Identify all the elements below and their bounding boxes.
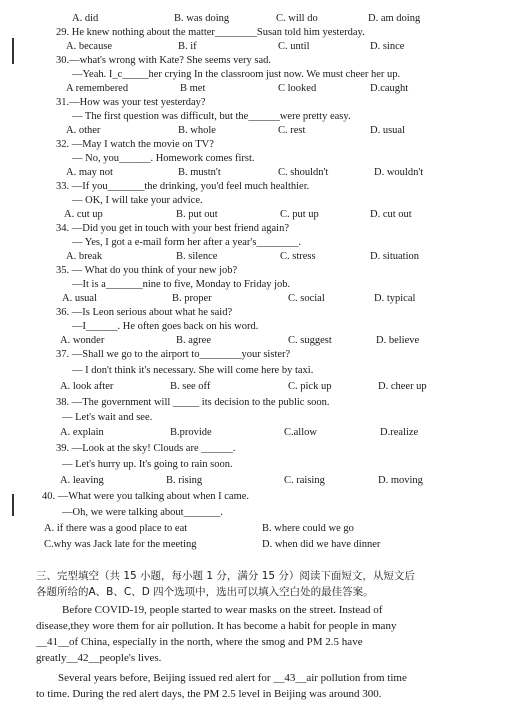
option-d: D. situation (370, 251, 419, 262)
option-d: D. believe (376, 335, 420, 346)
option-c: C. stress (280, 251, 316, 262)
option-a: A remembered (66, 83, 129, 94)
option-b: B met (180, 83, 206, 94)
question-stem: 36. —Is Leon serious about what he said? (56, 307, 233, 318)
question-stem: 38. —The government will _____ its decision to the public soon. (56, 397, 330, 408)
option-b: B. if (178, 41, 197, 52)
option-c: C. put up (280, 209, 319, 220)
option-a: A. may not (66, 167, 113, 178)
option-a: A. break (66, 251, 103, 262)
option-d: D. when did we have dinner (262, 539, 381, 550)
option-b: B. put out (176, 209, 218, 220)
option-a: A. cut up (64, 209, 103, 220)
question-stem: 32. —May I watch the movie on TV? (56, 139, 214, 150)
option-a: A. wonder (60, 335, 105, 346)
passage-line: disease,they wore them for air pollution. It has become a habit for people in many (36, 620, 397, 632)
question-stem: 34. —Did you get in touch with your best friend again? (56, 223, 289, 234)
option-d: D. usual (370, 125, 405, 136)
option-b: B. proper (172, 293, 212, 304)
option-c: C. shouldn't (278, 167, 329, 178)
option-c: C. until (278, 41, 310, 52)
option-c: C. will do (276, 13, 318, 24)
option-b: B. silence (176, 251, 218, 262)
question-response: — Yes, I got a e-mail form her after a year's________. (72, 237, 302, 248)
option-c: C. pick up (288, 381, 332, 392)
option-b: B. agree (176, 335, 211, 346)
option-b: B. see off (170, 381, 211, 392)
option-d: D. wouldn't (374, 167, 424, 178)
option-d: D.realize (380, 427, 419, 438)
option-a: A. leaving (60, 475, 104, 486)
question-stem: 39. —Look at the sky! Clouds are ______. (56, 443, 236, 454)
section-heading-line-1: 三、完型填空（共 15 小题，每小题 1 分，满分 15 分）阅读下面短文，从短文后 (36, 570, 415, 582)
option-d: D. typical (374, 293, 416, 304)
passage-line: Several years before, Beijing issued red alert for __43__air pollution from time (58, 672, 407, 684)
margin-mark-top (12, 38, 14, 64)
option-b: B. mustn't (178, 167, 221, 178)
option-d: D. cheer up (378, 381, 427, 392)
option-c: C. social (288, 293, 325, 304)
question-stem: 35. — What do you think of your new job? (56, 265, 238, 276)
margin-mark-bottom (12, 494, 14, 516)
option-b: B. rising (166, 475, 203, 486)
section-heading-line-2: 各题所给的A、B、C、D 四个选项中，选出可以填入空白处的最佳答案。 (36, 586, 374, 598)
option-c: C. rest (278, 125, 306, 136)
option-c: C. raising (284, 475, 325, 486)
option-a: A. other (66, 125, 101, 136)
option-a: A. if there was a good place to eat (44, 523, 188, 534)
option-a: A. did (72, 13, 99, 24)
option-c: C. suggest (288, 335, 332, 346)
option-d: D.caught (370, 83, 409, 94)
question-response: —I______. He often goes back on his word. (72, 321, 259, 332)
option-c: C looked (278, 83, 317, 94)
question-response: —Yeah. I_c_____her crying In the classroom just now. We must cheer her up. (72, 69, 401, 80)
question-response: — The first question was difficult, but the______were pretty easy. (72, 111, 351, 122)
question-stem: 31.—How was your test yesterday? (56, 97, 206, 108)
option-b: B. where could we go (262, 523, 354, 534)
passage-line: Before COVID-19, people started to wear masks on the street. Instead of (62, 604, 383, 616)
option-b: B. was doing (174, 13, 230, 24)
option-a: A. explain (60, 427, 104, 438)
option-a: A. because (66, 41, 113, 52)
question-stem: 29. He knew nothing about the matter________Susan told him yesterday. (56, 27, 365, 38)
option-d: D. since (370, 41, 405, 52)
question-response: —Oh, we were talking about_______. (62, 507, 223, 518)
question-stem: 37. —Shall we go to the airport to________your sister? (56, 349, 291, 360)
question-stem: 33. —If you_______the drinking, you'd feel much healthier. (56, 181, 310, 192)
question-stem: 40. —What were you talking about when I came. (42, 491, 250, 502)
passage-line: __41__of China, especially in the north, where the smog and PM 2.5 have (36, 636, 363, 648)
question-response: — Let's wait and see. (62, 412, 153, 423)
option-c: C.why was Jack late for the meeting (44, 539, 197, 550)
option-c: C.allow (284, 427, 317, 438)
question-response: —It is a_______nine to five, Monday to Friday job. (72, 279, 291, 290)
option-a: A. look after (60, 381, 114, 392)
option-a: A. usual (62, 293, 97, 304)
option-b: B.provide (170, 427, 212, 438)
option-d: D. cut out (370, 209, 412, 220)
question-stem: 30.—what's wrong with Kate? She seems very sad. (56, 55, 272, 66)
option-b: B. whole (178, 125, 216, 136)
question-response: — I don't think it's necessary. She will come here by taxi. (72, 365, 314, 376)
question-response: — OK, I will take your advice. (72, 195, 203, 206)
passage-line: greatly__42__people's lives. (36, 652, 162, 664)
option-d: D. moving (378, 475, 423, 486)
question-response: — No, you______. Homework comes first. (72, 153, 255, 164)
option-d: D. am doing (368, 13, 421, 24)
passage-line: to time. During the red alert days, the PM 2.5 level in Beijing was around 300. (36, 688, 382, 700)
question-response: — Let's hurry up. It's going to rain soon. (62, 459, 233, 470)
